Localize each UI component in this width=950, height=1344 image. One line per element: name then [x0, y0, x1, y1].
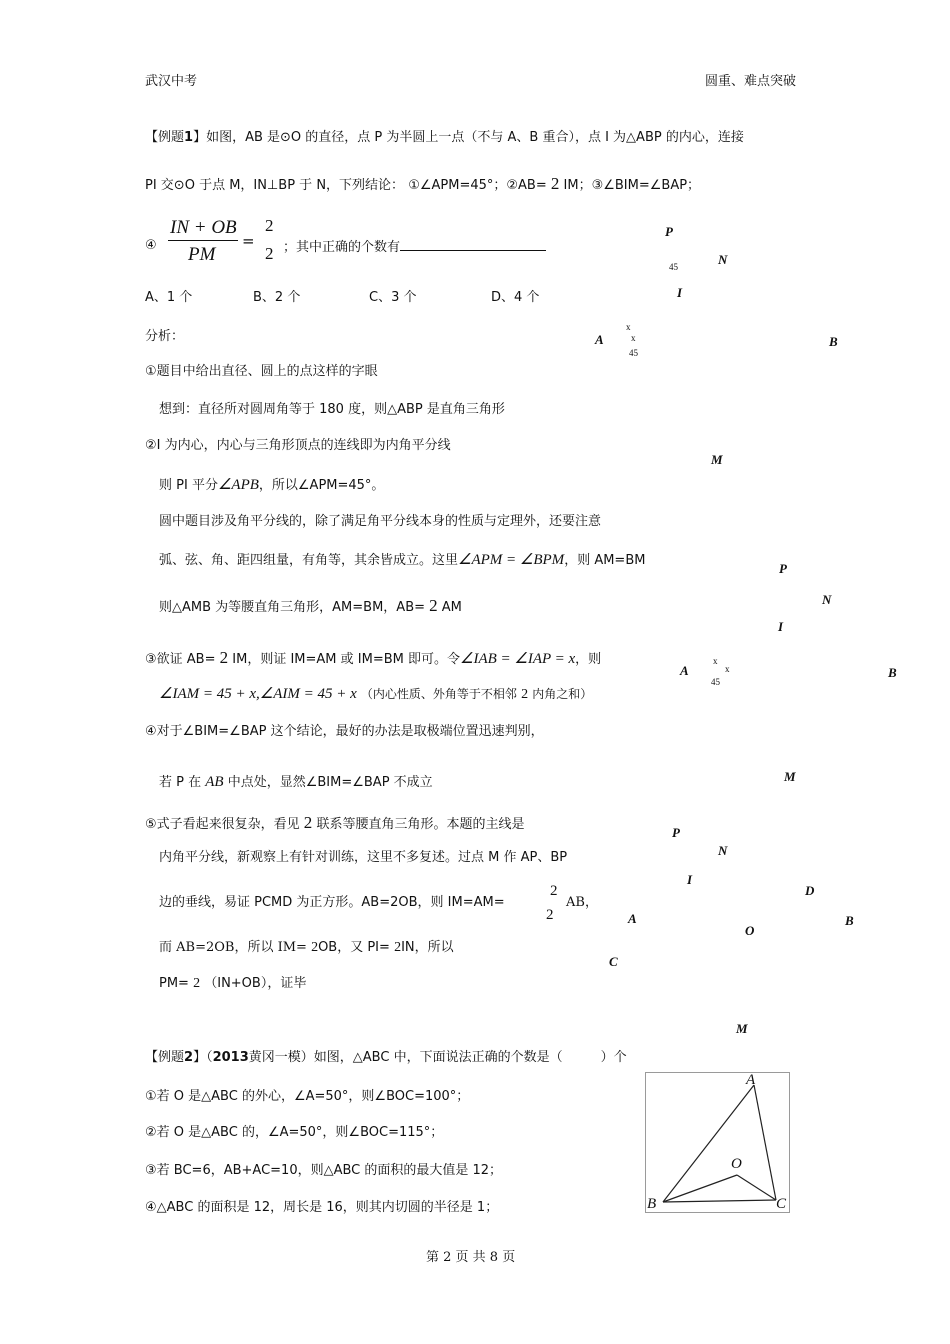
triangle-label-a: A [746, 1072, 756, 1088]
fig1-label-m: M [711, 452, 723, 467]
fig1-label-i: I [677, 285, 683, 300]
option-b: B、2 个 [253, 290, 301, 305]
analysis-title: 分析： [145, 329, 185, 344]
analysis-p5b: 内角平分线，新观察上有针对训练，这里不多复述。过点 M 作 AP、BP [159, 850, 568, 865]
fig1-label-p: P [665, 224, 673, 239]
fig1-angle-45-bottom: 45 [629, 348, 638, 358]
example2-s3: ③若 BC=6，AB+AC=10，则△ABC 的面积的最大值是 12； [145, 1163, 503, 1178]
fig1-label-a: A [595, 332, 604, 347]
fig3-label-p: P [672, 825, 680, 840]
option-c: C、3 个 [369, 290, 417, 305]
fig2-x-top: x [713, 656, 718, 666]
fig1-label-n: N [718, 252, 728, 267]
rhs-denominator: 2 [265, 244, 274, 263]
conclusion4-tail: ；其中正确的个数有 [283, 238, 546, 256]
answer-blank[interactable] [400, 238, 546, 251]
side-ac [754, 1085, 776, 1200]
example2-s1: ①若 O 是△ABC 的外心，∠A=50°，则∠BOC=100°； [145, 1089, 470, 1104]
fig2-label-a: A [680, 663, 689, 678]
analysis-p2c: 圆中题目涉及角平分线的，除了满足角平分线本身的性质与定理外，还要注意 [159, 514, 602, 529]
side-ab [663, 1085, 754, 1202]
triangle-svg [646, 1073, 789, 1212]
triangle-label-c: C [776, 1196, 787, 1212]
fig2-x-bottom: x [725, 664, 730, 674]
segment-oc [737, 1175, 776, 1200]
fig1-angle-45-top: 45 [669, 262, 678, 272]
example2-title: 【例题2】（2013黄冈一模）如图，△ABC 中，下面说法正确的个数是（ ）个 [145, 1050, 627, 1065]
analysis-p2b: 则 PI 平分∠APB，所以∠APM=45°。 [159, 477, 385, 493]
p5c-frac-den: 2 [546, 907, 554, 923]
fig3-label-o: O [745, 923, 755, 938]
page-number: 第 2 页 共 8 页 [426, 1250, 516, 1265]
triangle-label-b: B [647, 1196, 657, 1212]
option-a: A、1 个 [145, 290, 193, 305]
fraction-numerator: IN + OB [170, 217, 237, 238]
triangle-label-o: O [731, 1156, 742, 1172]
analysis-p2d: 弧、弦、角、距四组量，有角等，其余皆成立。这里∠APM = ∠BPM，则 AM=BM [159, 552, 646, 568]
fraction-bar [168, 240, 238, 241]
example2-s4: ④△ABC 的面积是 12，周长是 16，则其内切圆的半径是 1； [145, 1200, 499, 1215]
analysis-p1: ①题目中给出直径、圆上的点这样的字眼 [145, 364, 378, 379]
side-bc [663, 1200, 776, 1202]
analysis-p5c: 边的垂线，易证 PCMD 为正方形。AB=2OB，则 IM=AM= [159, 895, 505, 910]
fig2-label-n: N [822, 592, 832, 607]
analysis-p5: ⑤式子看起来很复杂，看见 2 联系等腰直角三角形。本题的主线是 [145, 813, 525, 832]
equals-sign: = [242, 232, 255, 250]
p5c-post: AB， [566, 895, 598, 910]
example1-line1: 【例题1】如图，AB 是⊙O 的直径，点 P 为半圆上一点（不与 A、B 重合），点 I 为△ABP 的内心，连接 [145, 130, 744, 145]
analysis-p1b: 想到：直径所对圆周角等于 180 度，则△ABP 是直角三角形 [159, 402, 505, 417]
p5c-frac-num: 2 [550, 883, 558, 899]
rhs-numerator: 2 [265, 216, 274, 235]
option-d: D、4 个 [491, 290, 540, 305]
conclusion4-label: ④ [145, 238, 157, 253]
analysis-p5d: 而 AB=2OB，所以 IM= 2OB，又 PI= 2IN，所以 [159, 940, 454, 955]
header-right: 圆重、难点突破 [705, 74, 797, 89]
analysis-p3: ③欲证 AB= 2 IM，则证 IM=AM 或 IM=BM 即可。令∠IAB = ∠IAP = x，则 [145, 648, 602, 667]
fig3-label-c: C [609, 954, 618, 969]
fig1-label-b: B [829, 334, 838, 349]
fig2-label-p: P [779, 561, 787, 576]
analysis-p4b: 若 P 在 AB 中点处，显然∠BIM=∠BAP 不成立 [159, 774, 433, 790]
fig2-angle-45: 45 [711, 677, 720, 687]
fig2-label-i: I [778, 619, 784, 634]
header-left: 武汉中考 [145, 74, 198, 89]
fig2-label-m: M [784, 769, 796, 784]
fig3-label-m: M [736, 1021, 748, 1036]
fig3-label-a: A [628, 911, 637, 926]
fig3-label-i: I [687, 872, 693, 887]
analysis-p4: ④对于∠BIM=∠BAP 这个结论，最好的办法是取极端位置迅速判别， [145, 724, 544, 739]
fig1-x-bottom: x [631, 333, 636, 343]
fig2-label-b: B [888, 665, 897, 680]
triangle-figure [645, 1072, 790, 1213]
fraction-denominator: PM [188, 244, 216, 265]
fig1-x-top: x [626, 322, 631, 332]
fig3-label-d: D [805, 883, 815, 898]
analysis-p2e: 则△AMB 为等腰直角三角形，AM=BM，AB= 2 AM [159, 596, 462, 615]
example2-s2: ②若 O 是△ABC 的，∠A=50°，则∠BOC=115°； [145, 1125, 444, 1140]
example1-line2: PI 交⊙O 于点 M，IN⊥BP 于 N，下列结论： ①∠APM=45°；②AB= 2 IM；③∠BIM=∠BAP； [145, 174, 701, 193]
analysis-p3b: ∠IAM = 45 + x,∠AIM = 45 + x （内心性质、外角等于不相邻 2 内角之和） [159, 686, 593, 702]
analysis-p2: ②I 为内心，内心与三角形顶点的连线即为内角平分线 [145, 438, 451, 453]
analysis-p5e: PM= 2 （IN+OB），证毕 [159, 976, 307, 991]
fig3-label-n: N [718, 843, 728, 858]
fig3-label-b: B [845, 913, 854, 928]
